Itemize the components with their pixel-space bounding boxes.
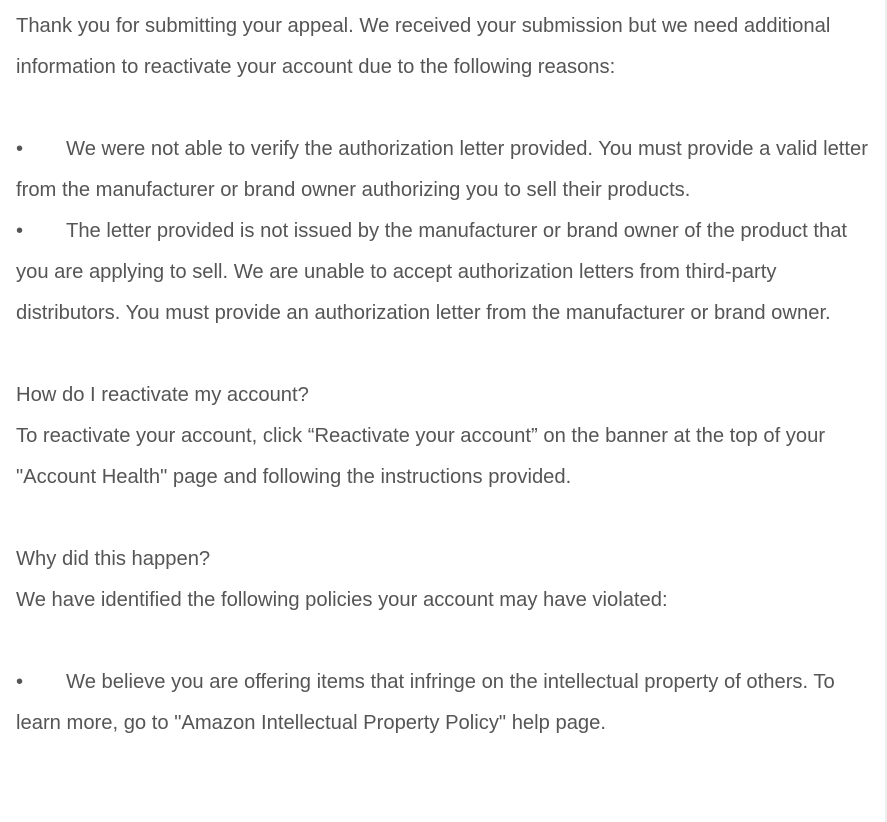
reason-item xyxy=(16,211,878,334)
reason-text: The letter provided is not issued by the manufacturer or brand owner of the product that you are applying to sell. We are unable to accept authorization letters from third-party distributors. You must provide an authorization letter from the manufacturer or brand owner. xyxy=(16,220,848,324)
intro-paragraph: Thank you for submitting your appeal. We received your submission but we need additional information to reactivate your account due to the following reasons: xyxy=(16,15,831,78)
appeal-message xyxy=(16,6,878,744)
spacer xyxy=(16,334,878,375)
spacer xyxy=(16,621,878,662)
why-heading: Why did this happen? xyxy=(16,548,211,570)
why-body: We have identified the following policies your account may have violated: xyxy=(16,589,668,611)
bullet-icon: • xyxy=(16,220,24,242)
policy-text: We believe you are offering items that infringe on the intellectual property of others. To learn more, go to "Amazon Intellectual Property Policy" help page. xyxy=(16,671,835,734)
reactivate-heading: How do I reactivate my account? xyxy=(16,384,309,406)
reactivate-instructions: To reactivate your account, click “Reactivate your account” on the banner at the top of your "Account Health" page and following the instructions provided. xyxy=(16,425,826,488)
bullet-icon: • xyxy=(16,671,24,693)
spacer xyxy=(16,498,878,539)
bullet-icon: • xyxy=(16,138,24,160)
policy-item xyxy=(16,662,878,744)
spacer xyxy=(16,88,878,129)
reason-item xyxy=(16,129,878,211)
reason-text: We were not able to verify the authorization letter provided. You must provide a valid letter from the manufacturer or brand owner authorizing you to sell their products. xyxy=(16,138,868,201)
